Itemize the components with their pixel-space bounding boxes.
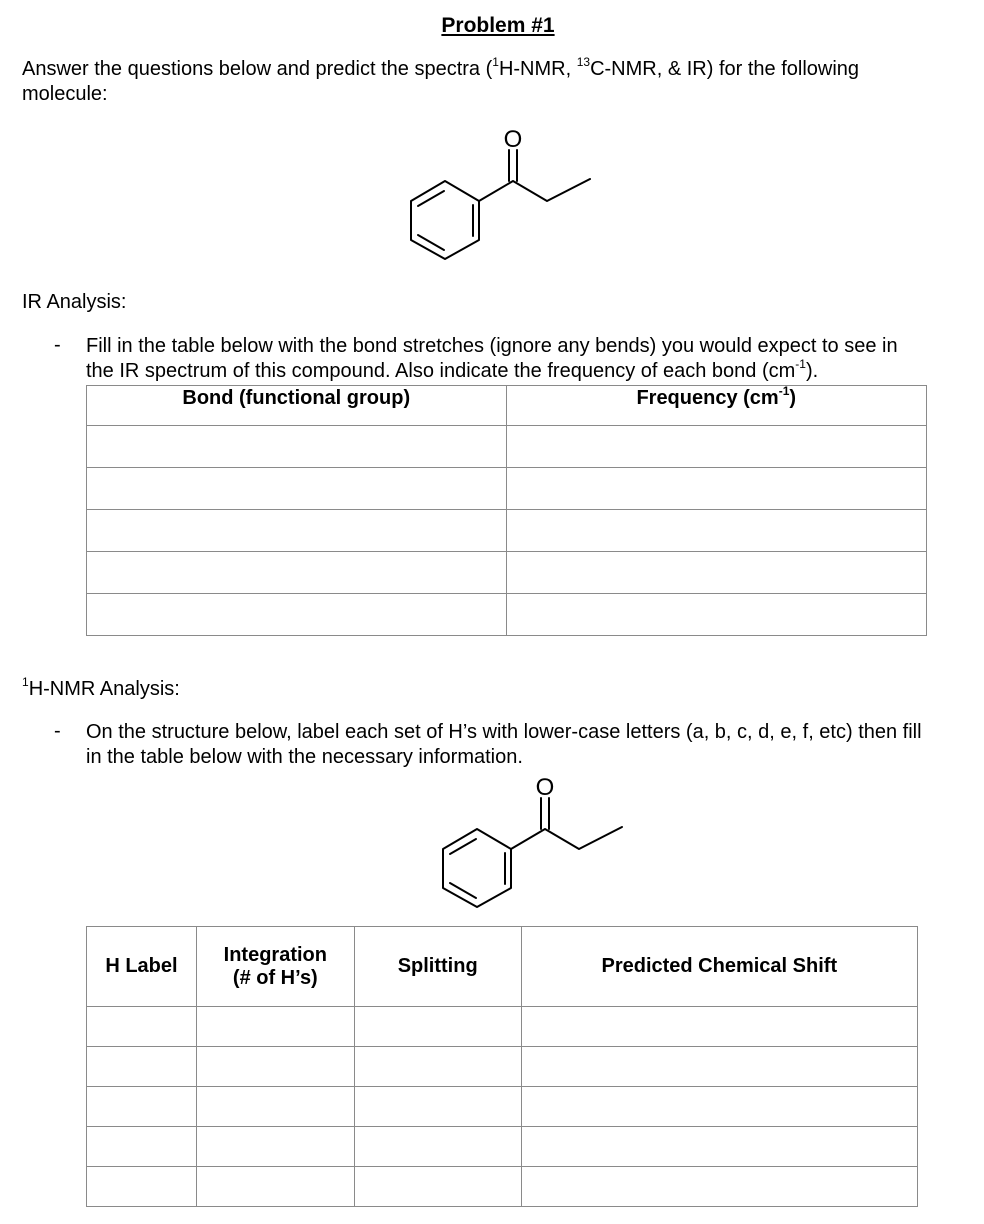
ir-bond-cell[interactable] [87, 594, 507, 636]
ir-table-row [87, 594, 927, 636]
ir-table-header-row [87, 386, 927, 426]
nmr-h-label-cell[interactable] [87, 1167, 197, 1207]
nmr-table [86, 926, 918, 1207]
nmr-h-label-cell[interactable] [87, 1007, 197, 1047]
ir-frequency-cell[interactable] [506, 594, 927, 636]
nmr-h-label-cell[interactable] [87, 1087, 197, 1127]
intro-paragraph [22, 57, 962, 107]
nmr-splitting-cell[interactable] [354, 1087, 521, 1127]
ir-table-row [87, 510, 927, 552]
ir-frequency-cell[interactable] [506, 510, 927, 552]
ir-frequency-cell[interactable] [506, 552, 927, 594]
ir-instruction: Fill in the table below with the bond stretches (ignore any bends) you would expect to see in the IR spectrum of this compound. Also indicate the frequency of each bond $(cm^{-1})$. [86, 335, 898, 382]
nmr-integration-cell[interactable] [196, 1087, 354, 1127]
nmr-h-label-cell[interactable] [87, 1047, 197, 1087]
ir-bond-cell[interactable] [87, 468, 507, 510]
nmr-table-row [87, 1007, 918, 1047]
nmr-shift-cell[interactable] [521, 1087, 917, 1127]
ir-header-bond: Bond (functional group) [87, 386, 507, 426]
ir-table-row [87, 468, 927, 510]
nmr-table-row [87, 1087, 918, 1127]
nmr-table-row [87, 1167, 918, 1207]
nmr-shift-cell[interactable] [521, 1127, 917, 1167]
nmr-splitting-cell[interactable] [354, 1127, 521, 1167]
oxygen-label: O [535, 774, 555, 801]
nmr-integration-cell[interactable] [196, 1167, 354, 1207]
ir-bond-cell[interactable] [87, 552, 507, 594]
ir-table-row [87, 552, 927, 594]
nmr-header-chemical-shift: Predicted Chemical Shift [521, 927, 917, 1007]
nmr-shift-cell[interactable] [521, 1167, 917, 1207]
nmr-integration-cell[interactable] [196, 1127, 354, 1167]
nmr-shift-cell[interactable] [521, 1047, 917, 1087]
oxygen-label: O [503, 126, 523, 153]
ir-section-heading: IR Analysis: [22, 291, 127, 313]
nmr-shift-cell[interactable] [521, 1007, 917, 1047]
molecule-structure-nmr [410, 764, 640, 914]
ir-header-frequency: Frequency $(cm^{-1})$ [506, 386, 927, 426]
nmr-header-splitting: Splitting [354, 927, 521, 1007]
ir-table [86, 385, 927, 636]
nmr-table-header-row [87, 927, 918, 1007]
ir-frequency-cell[interactable] [506, 468, 927, 510]
nmr-section-heading: $^1$H-NMR Analysis: [22, 675, 180, 700]
nmr-integration-cell[interactable] [196, 1007, 354, 1047]
nmr-header-h-label: H Label [87, 927, 197, 1007]
ir-bond-cell[interactable] [87, 426, 507, 468]
nmr-header-integration: Integration (# of H’s) [196, 927, 354, 1007]
nmr-h-label-cell[interactable] [87, 1127, 197, 1167]
intro-line-1: Answer the questions below and predict the spectra ($^1$H-NMR, $^{13}$C-NMR, & IR) for the following [22, 55, 860, 80]
nmr-integration-cell[interactable] [196, 1047, 354, 1087]
ir-table-row [87, 426, 927, 468]
nmr-bullet: - [54, 720, 61, 742]
ir-frequency-cell[interactable] [506, 426, 927, 468]
intro-line-2: molecule: [22, 83, 108, 105]
molecule-structure-ir [380, 118, 610, 268]
nmr-splitting-cell[interactable] [354, 1167, 521, 1207]
nmr-splitting-cell[interactable] [354, 1007, 521, 1047]
nmr-table-row [87, 1047, 918, 1087]
ir-bond-cell[interactable] [87, 510, 507, 552]
nmr-instruction: On the structure below, label each set of H’s with lower-case letters (a, b, c, d, e, f, etc) then fill in the table below with the necessary information. [86, 721, 922, 768]
nmr-splitting-cell[interactable] [354, 1047, 521, 1087]
problem-title: Problem #1 [441, 14, 555, 37]
ir-bullet: - [54, 334, 61, 356]
nmr-table-row [87, 1127, 918, 1167]
